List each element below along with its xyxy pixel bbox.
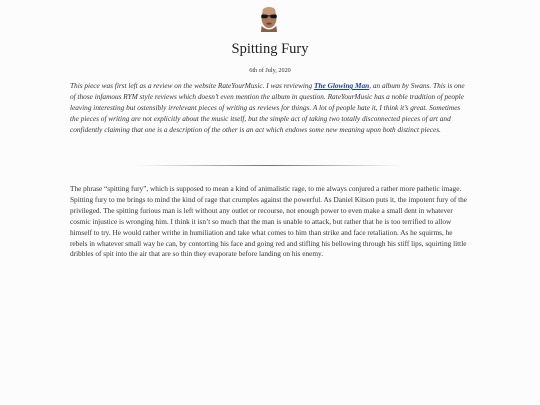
author-avatar (258, 6, 280, 32)
intro-text-before: This piece was first left as a review on the website RateYourMusic. I was reviewing (70, 81, 315, 90)
body-paragraph: The phrase “spitting fury”, which is supposed to mean a kind of animalistic rage, to me always conjured a rather more pathetic image. Spitting fury to me brings to mind the kind of rage that crumples against the powerful. As Daniel Kitson puts it, the impotent fury of the privileged. The spitting furious man is left without any outlet or recourse, not enough power to even make a small dent in whatever cosmic injustice is wronging him. I think it isn’t so much that the man is unable to attack, but rather that he is too terrified to allow himself to try. He would rather writhe in humiliation and take what comes to him than strike and face retaliation. As he squirms, he rebels in whatever small way he can, by contorting his face and going red and stifling his bellowing through his stiff lips, squirting little dribbles of spit into the air that are so thin they evaporate before landing on his enemy. (70, 184, 468, 259)
section-divider (138, 165, 402, 166)
intro-paragraph (70, 81, 470, 136)
album-link[interactable]: The Glowing Man (314, 81, 370, 90)
publish-date: 6th of July, 2020 (249, 67, 291, 74)
intro-text-after: , an album by Swans. This is one of those infamous RYM style reviews which doesn’t even mention the album in question. RateYourMusic has a noble tradition of people leaving interesting but ostensibly irrelevant pieces of writing as reviews for things. A lot of people hate it, I think it’s great. Sometimes the pieces of writing are not explicitly about the music itself, but the simple act of taking two totally disconnected pieces of art and confidently claiming that one is a description of the other is an act which endows some new meaning upon both distinct pieces. (70, 81, 465, 134)
page-title: Spitting Fury (231, 41, 309, 57)
